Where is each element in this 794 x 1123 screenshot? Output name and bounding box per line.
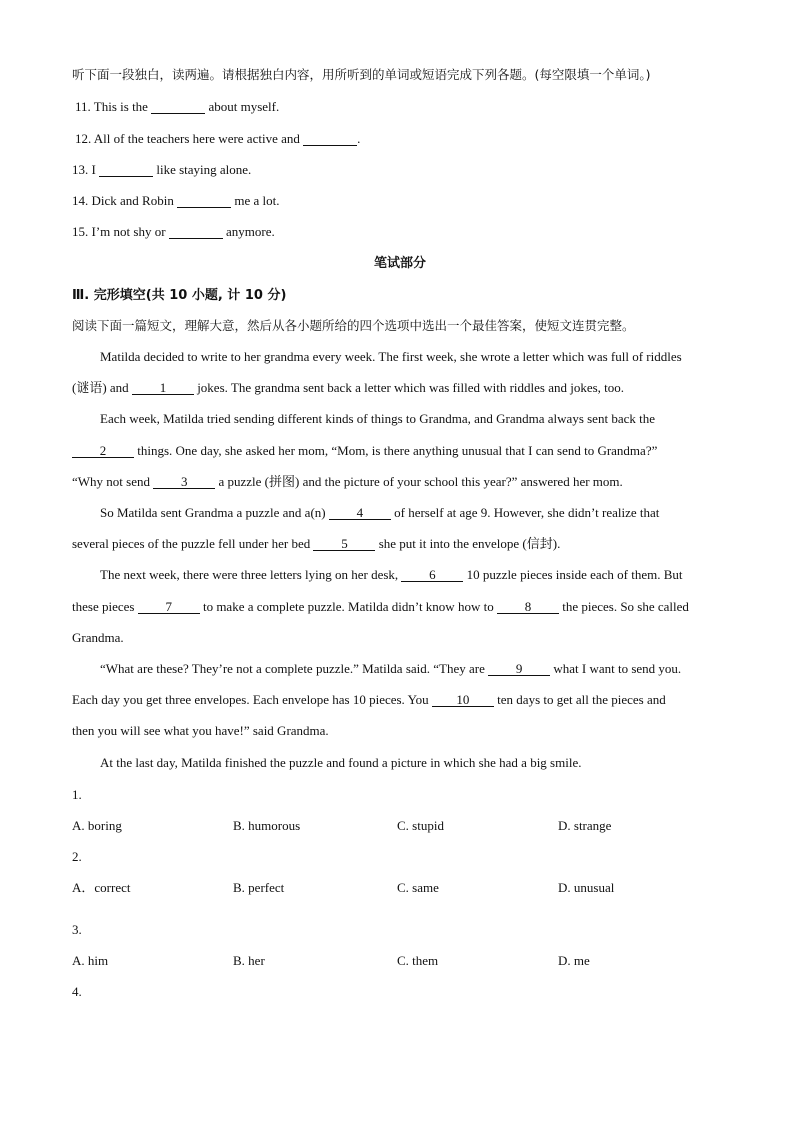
cloze-blank-3[interactable]: 3 [153, 475, 215, 489]
option-c[interactable]: C. them [397, 953, 439, 968]
option-a[interactable]: A．correct [72, 880, 131, 895]
question-number: 4. [72, 984, 82, 999]
cloze-instruction: 阅读下面一篇短文，理解大意，然后从各小题所给的四个选项中选出一个最佳答案，使短文连贯完整。 [72, 318, 635, 333]
option-c[interactable]: C. same [397, 880, 439, 895]
cloze-blank-5[interactable]: 5 [313, 537, 375, 551]
answer-blank-15[interactable] [169, 225, 223, 239]
option-a[interactable]: A. boring [72, 818, 122, 833]
passage-line: Grandma. [72, 630, 124, 645]
passage-line: So Matilda sent Grandma a puzzle and a(n) 4 of herself at age 9. However, she didn’t realize that [100, 505, 660, 520]
cloze-heading: Ⅲ. 完形填空(共 10 小题, 计 10 分) [72, 288, 287, 303]
option-d[interactable]: D. me [558, 953, 590, 968]
passage-line: “Why not send 3 a puzzle (拼图) and the picture of your school this year?” answered her mom. [72, 474, 623, 489]
option-c[interactable]: C. stupid [397, 818, 444, 833]
option-d[interactable]: D. strange [558, 818, 612, 833]
cloze-blank-4[interactable]: 4 [329, 506, 391, 520]
question-number: 2. [72, 849, 82, 864]
passage-line: (谜语) and 1 jokes. The grandma sent back a letter which was filled with riddles and jokes, too. [72, 380, 625, 395]
question-12: 12. All of the teachers here were active and . [75, 131, 361, 146]
question-number: 3. [72, 922, 82, 937]
passage-line: At the last day, Matilda finished the puzzle and found a picture in which she had a big smile. [100, 755, 582, 770]
section-title: 笔试部分 [373, 256, 426, 271]
option-b[interactable]: B. perfect [233, 880, 285, 895]
question-11: 11. This is the about myself. [75, 99, 280, 114]
passage-line: “What are these? They’re not a complete puzzle.” Matilda said. “They are 9 what I want to send you. [100, 661, 682, 676]
passage-line: The next week, there were three letters lying on her desk, 6 10 puzzle pieces inside each of them. But [100, 567, 683, 582]
passage-line: Each week, Matilda tried sending different kinds of things to Grandma, and Grandma always sent back the [100, 411, 655, 426]
cloze-blank-9[interactable]: 9 [488, 662, 550, 676]
passage-line: these pieces 7 to make a complete puzzle. Matilda didn’t know how to 8 the pieces. So she called [72, 599, 689, 614]
cloze-blank-6[interactable]: 6 [401, 568, 463, 582]
answer-blank-12[interactable] [303, 132, 357, 146]
cloze-blank-8[interactable]: 8 [497, 600, 559, 614]
question-14: 14. Dick and Robin me a lot. [72, 193, 280, 208]
passage-line: Each day you get three envelopes. Each envelope has 10 pieces. You 10 ten days to get all the pieces and [72, 692, 666, 707]
cloze-blank-10[interactable]: 10 [432, 693, 494, 707]
cloze-blank-2[interactable]: 2 [72, 444, 134, 458]
option-b[interactable]: B. humorous [233, 818, 301, 833]
answer-blank-13[interactable] [99, 163, 153, 177]
option-d[interactable]: D. unusual [558, 880, 615, 895]
passage-line: several pieces of the puzzle fell under her bed 5 she put it into the envelope (信封). [72, 536, 561, 551]
cloze-blank-1[interactable]: 1 [132, 381, 194, 395]
answer-blank-11[interactable] [151, 100, 205, 114]
answer-blank-14[interactable] [177, 194, 231, 208]
option-a[interactable]: A. him [72, 953, 109, 968]
passage-line: 2 things. One day, she asked her mom, “Mom, is there anything unusual that I can send to Grandma?” [72, 443, 657, 459]
question-number: 1. [72, 787, 82, 802]
option-b[interactable]: B. her [233, 953, 265, 968]
listening-instruction: 听下面一段独白，读两遍。请根据独白内容，用所听到的单词或短语完成下列各题。(每空限填一个单词。) [72, 67, 651, 82]
question-13: 13. I like staying alone. [72, 162, 252, 177]
passage-line: Matilda decided to write to her grandma every week. The first week, she wrote a letter which was full of riddles [100, 349, 682, 364]
cloze-blank-7[interactable]: 7 [138, 600, 200, 614]
question-15: 15. I’m not shy or anymore. [72, 224, 275, 239]
passage-line: then you will see what you have!” said Grandma. [72, 723, 329, 738]
